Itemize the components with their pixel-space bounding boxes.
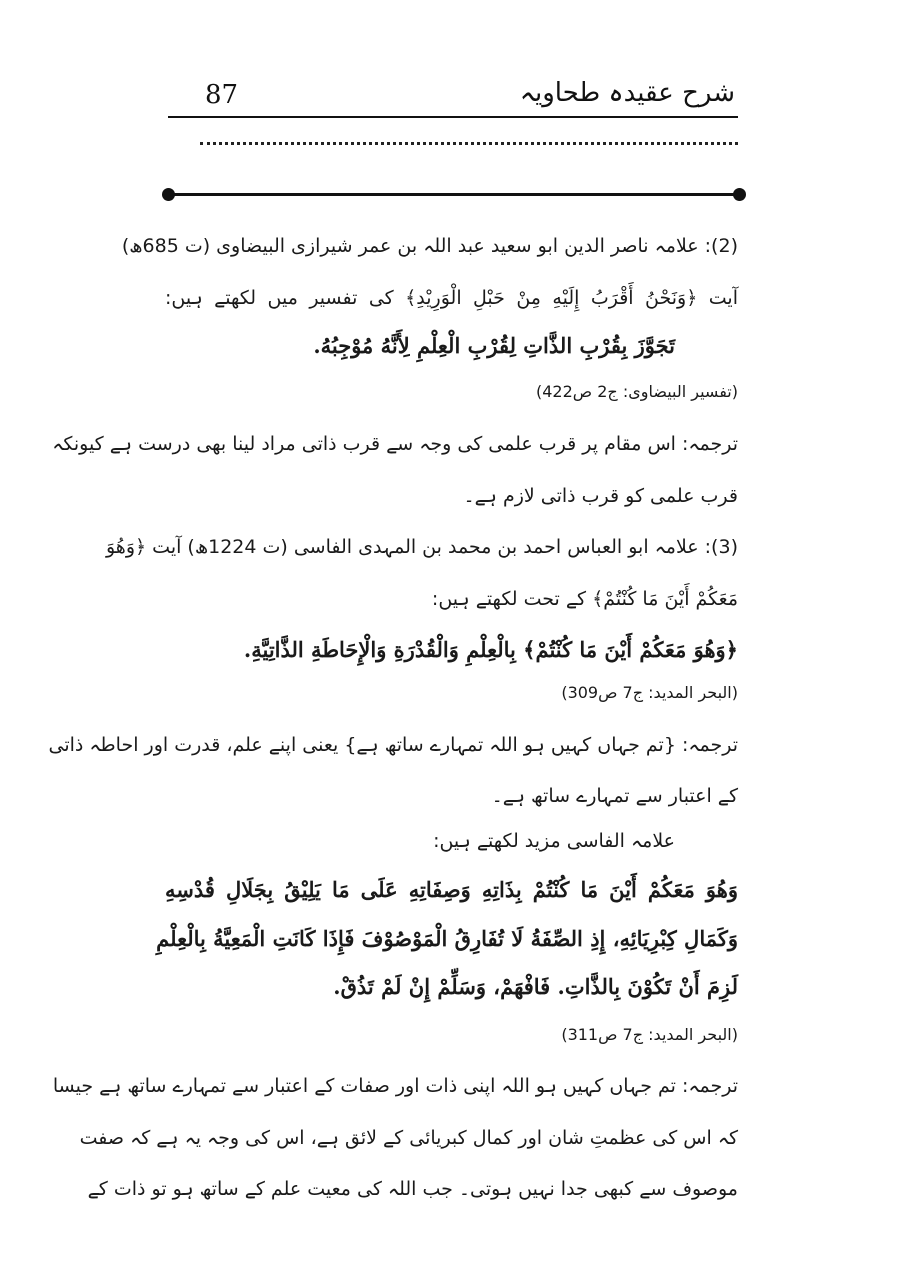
arabic-quote-1: تَجَوَّزَ بِقُرْبِ الذَّاتِ لِقُرْبِ الْعِلْمِ لِأَنَّهُ مُوْجِبُهُ. (313, 333, 675, 358)
translation-line-4: کے اعتبار سے تمہارے ساتھ ہے۔ (491, 785, 738, 807)
arabic-quote-3-line-2: وَكَمَالِ كِبْرِيَائِهِ، إِذِ الصِّفَةُ لَا تُفَارِقُ الْمَوْصُوْفَ فَإِذَا كَانَتِ الْمَعِيَّةُ بِالْعِلْمِ (156, 926, 738, 951)
arabic-quote-3-line-1: وَهُوَ مَعَكُمْ أَيْنَ مَا كُنْتُمْ بِذَاتِهِ وَصِفَاتِهِ عَلَى مَا يَلِيْقُ بِجَلَالِ قُدْسِهِ (165, 877, 738, 902)
translation-line-7: موصوف سے کبھی جدا نہیں ہوتی۔ جب اللہ کی معیت علم کے ساتھ ہو تو ذات کے (87, 1178, 738, 1200)
translation-line-3: ترجمہ: {تم جہاں کہیں ہو اللہ تمہارے ساتھ ہے} یعنی اپنے علم، قدرت اور احاطہ ذاتی (48, 734, 738, 756)
body-line-2: آیت ﴿وَنَحْنُ أَقْرَبُ إِلَيْهِ مِنْ حَبْلِ الْوَرِيْدِ﴾ کی تفسیر میں لکھتے ہیں: (165, 287, 738, 309)
translation-line-1: ترجمہ: اس مقام پر قرب علمی کی وجہ سے قرب ذاتی مراد لینا بھی درست ہے کیونکہ (52, 433, 738, 455)
body-line-1: (2): علامہ ناصر الدین ابو سعید عبد اللہ بن عمر شیرازی البیضاوی (ت 685ھ) (121, 235, 738, 257)
body-line-5: علامہ الفاسی مزید لکھتے ہیں: (433, 830, 675, 852)
body-line-4: مَعَكُمْ أَيْنَ مَا كُنْتُمْ﴾ کے تحت لکھتے ہیں: (431, 588, 738, 610)
arabic-quote-3-line-3: لَزِمَ أَنْ تَكُوْنَ بِالذَّاتِ. فَافْهَمْ، وَسَلِّمْ إِنْ لَمْ تَذُقْ. (333, 974, 738, 999)
section-divider (168, 193, 738, 196)
dotted-separator (200, 142, 738, 145)
translation-line-6: کہ اس کی عظمتِ شان اور کمال کبریائی کے لائق ہے، اس کی وجہ یہ ہے کہ صفت (79, 1127, 738, 1149)
translation-line-2: قرب علمی کو قرب ذاتی لازم ہے۔ (463, 485, 738, 507)
divider-dot-right (733, 188, 746, 201)
reference-1: (تفسیر البیضاوی: ج2 ص422) (535, 382, 738, 401)
body-line-3: (3): علامہ ابو العباس احمد بن محمد بن المہدی الفاسی (ت 1224ھ) آیت ﴿وَهُوَ (105, 536, 738, 558)
arabic-quote-2: ﴿وَهُوَ مَعَكُمْ أَيْنَ مَا كُنْتُمْ﴾ بِالْعِلْمِ وَالْقُدْرَةِ وَالْإِحَاطَةِ الذَّاتِيَّةِ. (243, 637, 738, 662)
header-rule (168, 116, 738, 118)
reference-2: (البحر المدید: ج7 ص309) (561, 683, 738, 702)
book-title: شرح عقیدہ طحاویہ (519, 78, 735, 108)
translation-line-5: ترجمہ: تم جہاں کہیں ہو اللہ اپنی ذات اور صفات کے اعتبار سے تمہارے ساتھ ہے جیسا (52, 1075, 738, 1097)
page-number: 87 (205, 80, 239, 110)
reference-3: (البحر المدید: ج7 ص311) (561, 1025, 738, 1044)
divider-dot-left (162, 188, 175, 201)
